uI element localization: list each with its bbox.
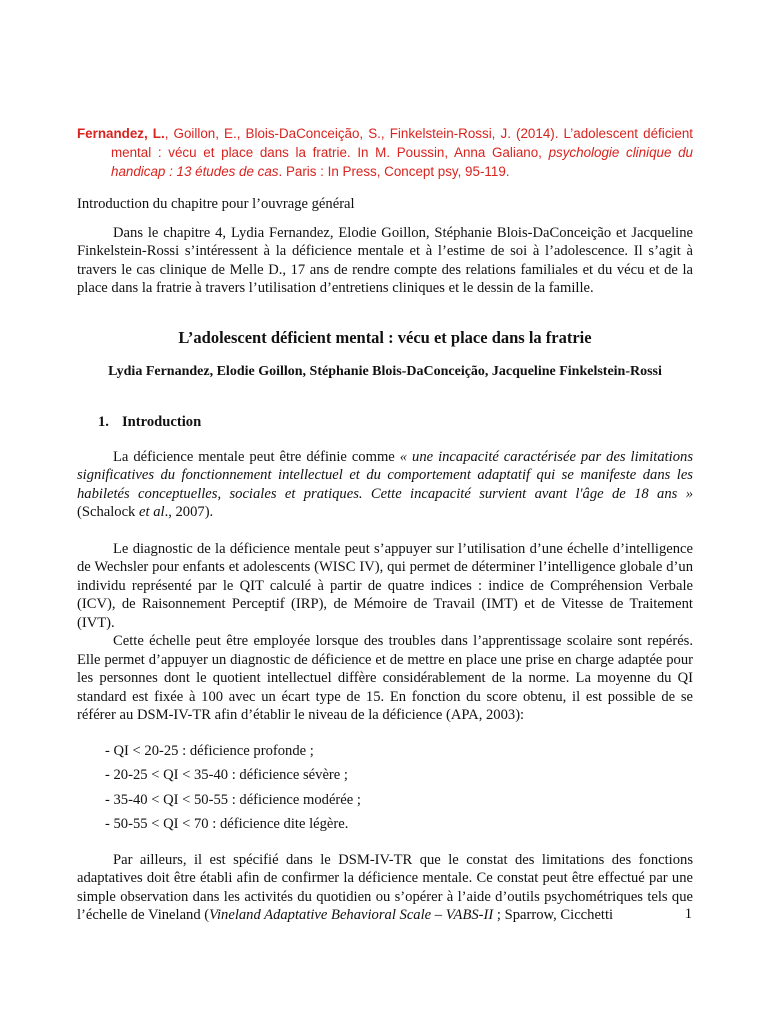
list-item: - 35-40 < QI < 50-55 : déficience modérée ; (105, 791, 361, 808)
reference-details[interactable]: , Goillon, E., Blois-DaConceição, S., Finkelstein-Rossi, J. (2014). L’adolescent déficient mental : vécu et place dans la fratrie. In M. Poussin, Anna Galiano, (111, 126, 693, 160)
citation-part-a: (Schalock (77, 504, 140, 520)
section-number: 1. (98, 413, 109, 430)
bibliographic-reference (77, 124, 693, 181)
definition-lead: La déficience mentale peut être définie comme (113, 448, 400, 465)
reference-lead-author[interactable]: Fernandez, L. (77, 126, 165, 141)
list-item: - 50-55 < QI < 70 : déficience dite légère. (105, 816, 349, 832)
paragraph-scale: Cette échelle peut être employée lorsque des troubles dans l’apprentissage scolaire sont repérés. Elle permet d’appuyer un diagnostic de déficience et de mettre en place une prise en charge adaptée pour les personnes dont le quotient intellectuel diffère considérablement de la norme. La moyenne du QI standard est fixée à 100 avec un écart type de 15. En fonction du score obtenu, il est possible de se référer au DSM-IV-TR afin d’établir le niveau de la déficience (APA, 2003): (77, 633, 693, 723)
paragraph-definition (77, 448, 693, 522)
spacer (77, 522, 693, 540)
list-item: - 20-25 < QI < 35-40 : déficience sévère ; (105, 767, 348, 783)
section-title: Introduction (122, 413, 202, 430)
adaptive-text-end: ; Sparrow, Cicchetti (493, 907, 614, 923)
adaptive-text: Par ailleurs, il est spécifié dans le DSM-IV-TR que le constat des limitations des fonctions adaptatives doit être établi afin de confirmer la déficience mentale. Ce constat peut être effectué par une simple observation dans les activités du quotidien ou s’opérer à l’aide d’outils psychométriques tels que l’échelle de Vineland ( (77, 851, 693, 923)
definition-quote: « une incapacité caractérisée par des limitations significatives du fonctionnement intellectuel et du comportement adaptatif qui se manifeste dans les habiletés conceptuelles, sociales et pratiques. Cette incapacité survient avant l'âge de 18 ans » (77, 448, 693, 502)
article-authors: Lydia Fernandez, Elodie Goillon, Stéphanie Blois-DaConceição, Jacqueline Finkelstein-Rossi (108, 363, 662, 379)
reference-book-title[interactable]: psychologie clinique du handicap : 13 études de cas (111, 145, 693, 179)
paragraph-adaptive-functions (77, 851, 693, 925)
reference-publisher[interactable]: . Paris : In Press, Concept psy, 95-119. (278, 164, 510, 179)
article-title: L’adolescent déficient mental : vécu et place dans la fratrie (178, 327, 592, 347)
page-number: 1 (684, 906, 692, 922)
chapter-intro-heading: Introduction du chapitre pour l’ouvrage général (77, 196, 355, 212)
paragraph-diagnostic: Le diagnostic de la déficience mentale peut s’appuyer sur l’utilisation d’une échelle d’intelligence de Wechsler pour enfants et adolescents (WISC IV), qui permet de déterminer l’intelligence globale d’un individu représenté par le QIT calculé à partir de quatre indices : indice de Compréhension Verbale (ICV), de Raisonnement Perceptif (IRP), de Mémoire de Travail (IMT) et de Vitesse de Traitement (IVT). (77, 540, 693, 631)
section-heading (77, 414, 693, 431)
citation-etal: et al (139, 504, 165, 520)
list-item: - QI < 20-25 : déficience profonde ; (105, 742, 314, 759)
chapter-intro-paragraph: Dans le chapitre 4, Lydia Fernandez, Elodie Goillon, Stéphanie Blois-DaConceição et Jacqueline Finkelstein-Rossi s’intéressent à la déficience mentale et à l’estime de soi à l’adolescence. Il s’agit à travers le cas clinique de Melle D., 17 ans de rendre compte des relations familiales et du vécu et de la place dans la fratrie à travers l’utilisation d’entretiens cliniques et le dessin de la famille. (77, 224, 693, 296)
deficiency-levels-list (77, 739, 693, 837)
citation-part-b: ., 2007). (164, 504, 214, 520)
vineland-scale-name: Vineland Adaptative Behavioral Scale – VABS-II (209, 907, 494, 923)
